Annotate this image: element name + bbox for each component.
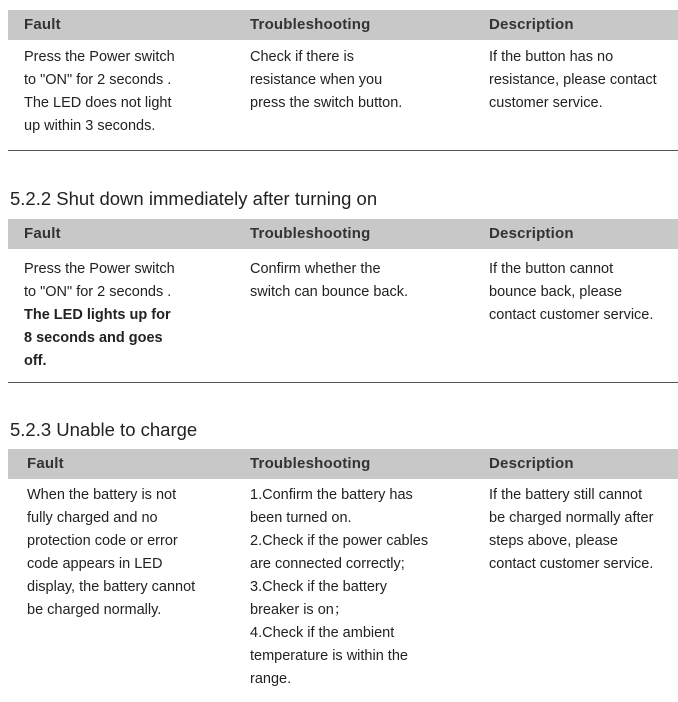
cell-line: If the button has no xyxy=(489,49,614,65)
cell-line-bold: off. xyxy=(24,353,47,369)
table-row xyxy=(8,249,678,383)
table-2 xyxy=(8,219,678,383)
cell-line-bold: The LED lights up for xyxy=(24,307,171,323)
table-bottom-rule xyxy=(8,150,678,151)
header-fault: Fault xyxy=(27,455,64,472)
cell-line: fully charged and no xyxy=(27,510,158,526)
cell-troubleshooting xyxy=(250,46,402,115)
cell-line: to "ON" for 2 seconds . xyxy=(24,284,172,300)
fault-table-1 xyxy=(8,10,678,151)
cell-troubleshooting xyxy=(250,484,428,691)
cell-line: code appears in LED xyxy=(27,556,163,572)
cell-line: resistance when you xyxy=(250,72,383,88)
cell-line: Press the Power switch xyxy=(24,261,175,277)
header-description: Description xyxy=(489,455,574,472)
table-row xyxy=(8,40,678,151)
section-heading: 5.2.3 Unable to charge xyxy=(10,419,198,440)
cell-line: temperature is within the xyxy=(250,648,408,664)
cell-line: range. xyxy=(250,671,292,687)
cell-line: switch can bounce back. xyxy=(250,284,408,300)
cell-line: 4.Check if the ambient xyxy=(250,625,395,641)
cell-line: customer service. xyxy=(489,95,603,111)
cell-line: breaker is on； xyxy=(250,602,349,618)
cell-line: display, the battery cannot xyxy=(27,579,196,595)
cell-troubleshooting xyxy=(250,258,408,304)
cell-line: The LED does not light xyxy=(24,95,172,111)
cell-line: contact customer service. xyxy=(489,556,654,572)
cell-line: be charged normally after xyxy=(489,510,654,526)
cell-description xyxy=(489,46,657,115)
cell-line: If the button cannot xyxy=(489,261,614,277)
table-header-row xyxy=(8,10,678,40)
header-troubleshooting: Troubleshooting xyxy=(250,225,371,242)
table-bottom-rule xyxy=(8,382,678,383)
cell-description xyxy=(489,484,653,576)
cell-line: resistance, please contact xyxy=(489,72,657,88)
cell-line: be charged normally. xyxy=(27,602,162,618)
cell-line-bold: 8 seconds and goes xyxy=(24,330,163,346)
cell-fault xyxy=(27,484,195,622)
header-fault: Fault xyxy=(24,225,61,242)
cell-line: 1.Confirm the battery has xyxy=(250,487,413,503)
cell-line: Check if there is xyxy=(250,49,354,65)
cell-line: If the battery still cannot xyxy=(489,487,643,503)
section-heading: 5.2.2 Shut down immediately after turning on xyxy=(10,188,378,209)
cell-line: to "ON" for 2 seconds . xyxy=(24,72,172,88)
header-description: Description xyxy=(489,225,574,242)
table-1 xyxy=(8,10,678,151)
table-header-row xyxy=(8,449,678,479)
cell-line: protection code or error xyxy=(27,533,178,549)
fault-table-3 xyxy=(8,449,678,699)
fault-table-2 xyxy=(8,219,678,383)
cell-line: 2.Check if the power cables xyxy=(250,533,429,549)
cell-line: contact customer service. xyxy=(489,307,654,323)
cell-description xyxy=(489,258,653,327)
cell-line: press the switch button. xyxy=(250,95,403,111)
cell-line: up within 3 seconds. xyxy=(24,118,156,134)
cell-line: Press the Power switch xyxy=(24,49,175,65)
cell-line: 3.Check if the battery xyxy=(250,579,388,595)
cell-line: When the battery is not xyxy=(27,487,177,503)
cell-line: are connected correctly; xyxy=(250,556,405,572)
cell-line: bounce back, please xyxy=(489,284,623,300)
header-troubleshooting: Troubleshooting xyxy=(250,455,371,472)
header-fault: Fault xyxy=(24,16,61,33)
cell-line: Confirm whether the xyxy=(250,261,381,277)
cell-line: steps above, please xyxy=(489,533,618,549)
table-3 xyxy=(8,449,678,699)
table-row xyxy=(8,479,678,699)
cell-line: been turned on. xyxy=(250,510,352,526)
cell-fault xyxy=(24,46,175,138)
header-description: Description xyxy=(489,16,574,33)
table-header-row xyxy=(8,219,678,249)
cell-fault xyxy=(24,258,175,373)
header-troubleshooting: Troubleshooting xyxy=(250,16,371,33)
